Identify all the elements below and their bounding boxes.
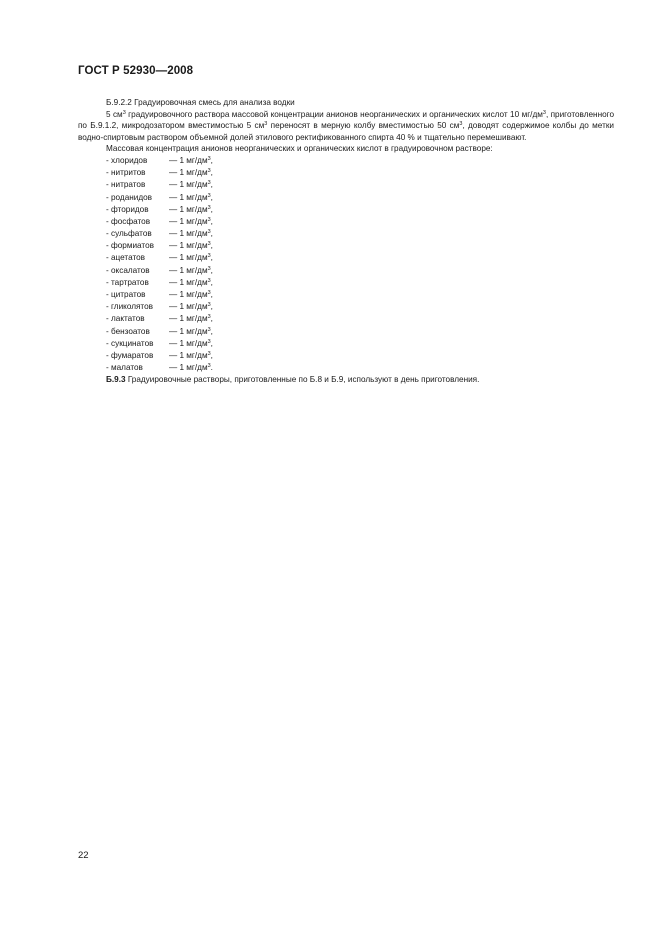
anion-name: - нитратов [106, 180, 146, 190]
list-item [106, 192, 614, 204]
paragraph-concentration-intro: Массовая концентрация анионов неорганических и органических кислот в градуировочном растворе: [106, 144, 493, 154]
anion-value: — 1 $мг/дм^3$, [169, 253, 213, 263]
section-number: Б.9.3 [106, 375, 126, 385]
anion-value: — 1 $мг/дм^3$, [169, 155, 213, 165]
list-item [106, 313, 614, 325]
list-item [106, 265, 614, 277]
anion-name: - фторидов [106, 204, 149, 214]
anion-list [106, 155, 614, 374]
anion-value: — 1 $мг/дм^3$, [169, 326, 213, 336]
anion-value: — 1 $мг/дм^3$, [169, 168, 213, 178]
anion-name: - бензоатов [106, 326, 150, 336]
list-item [106, 301, 614, 313]
anion-name: - гликолятов [106, 302, 153, 312]
anion-value: — 1 $мг/дм^3$. [169, 363, 213, 373]
page-number: 22 [78, 850, 89, 861]
anion-name: - нитритов [106, 168, 146, 178]
text-segment: 5 см [106, 109, 123, 119]
anion-name: - оксалатов [106, 265, 150, 275]
anion-name: - малатов [106, 363, 143, 373]
text-segment: , доводят содержимое колбы до метки водно-спиртовым раствором объемной долей этилового ректификованного спирта 40 % и тщательно перемешивают. [78, 121, 614, 142]
list-item [106, 179, 614, 191]
document-header: ГОСТ Р 52930—2008 [78, 65, 194, 77]
superscript: 3 [542, 109, 546, 116]
anion-value: — 1 $мг/дм^3$, [169, 241, 213, 251]
anion-value: — 1 $мг/дм^3$, [169, 180, 213, 190]
list-item [106, 167, 614, 179]
superscript: 3 [122, 109, 126, 116]
anion-value: — 1 $мг/дм^3$, [169, 350, 213, 360]
anion-value: — 1 $мг/дм^3$, [169, 277, 213, 287]
list-item [106, 216, 614, 228]
list-item [106, 204, 614, 216]
list-item [106, 155, 614, 167]
paragraph-b93 [78, 374, 614, 386]
list-item [106, 350, 614, 362]
anion-value: — 1 $мг/дм^3$, [169, 229, 213, 239]
anion-value: — 1 $мг/дм^3$, [169, 204, 213, 214]
list-item [106, 289, 614, 301]
anion-name: - формиатов [106, 241, 154, 251]
list-item [106, 338, 614, 350]
paragraph-procedure [78, 109, 614, 144]
text-segment: переносят в мерную колбу вместимостью 50 см [267, 121, 460, 131]
anion-value: — 1 $мг/дм^3$, [169, 290, 213, 300]
list-item [106, 228, 614, 240]
section-text: Градуировочные растворы, приготовленные по Б.8 и Б.9, используют в день приготовления. [125, 375, 480, 385]
anion-value: — 1 $мг/дм^3$, [169, 338, 213, 348]
anion-value: — 1 $мг/дм^3$, [169, 216, 213, 226]
anion-name: - сукцинатов [106, 338, 154, 348]
list-item [106, 277, 614, 289]
anion-value: — 1 $мг/дм^3$, [169, 314, 213, 324]
anion-name: - ацетатов [106, 253, 146, 263]
anion-name: - цитратов [106, 290, 146, 300]
anion-name: - роданидов [106, 192, 153, 202]
anion-name: - фосфатов [106, 216, 151, 226]
anion-value: — 1 $мг/дм^3$, [169, 192, 213, 202]
text-segment: градуировочного раствора массовой концентрации анионов неорганических и органических кислот 10 мг/дм [125, 109, 543, 119]
superscript: 3 [459, 121, 463, 128]
list-item [106, 362, 614, 374]
anion-name: - хлоридов [106, 155, 148, 165]
anion-name: - сульфатов [106, 229, 152, 239]
text-segment: , приготовленного по Б.9.1.2, микродозатором вместимостью 5 см [78, 109, 615, 131]
document-body [78, 97, 614, 386]
list-item [106, 252, 614, 264]
subsection-heading: Б.9.2.2 Градуировочная смесь для анализа водки [106, 98, 295, 107]
anion-name: - тартратов [106, 277, 149, 287]
anion-value: — 1 $мг/дм^3$, [169, 265, 213, 275]
anion-name: - фумаратов [106, 350, 154, 360]
list-item [106, 240, 614, 252]
anion-name: - лактатов [106, 314, 145, 324]
anion-value: — 1 $мг/дм^3$, [169, 302, 213, 312]
list-item [106, 326, 614, 338]
superscript: 3 [264, 121, 268, 128]
